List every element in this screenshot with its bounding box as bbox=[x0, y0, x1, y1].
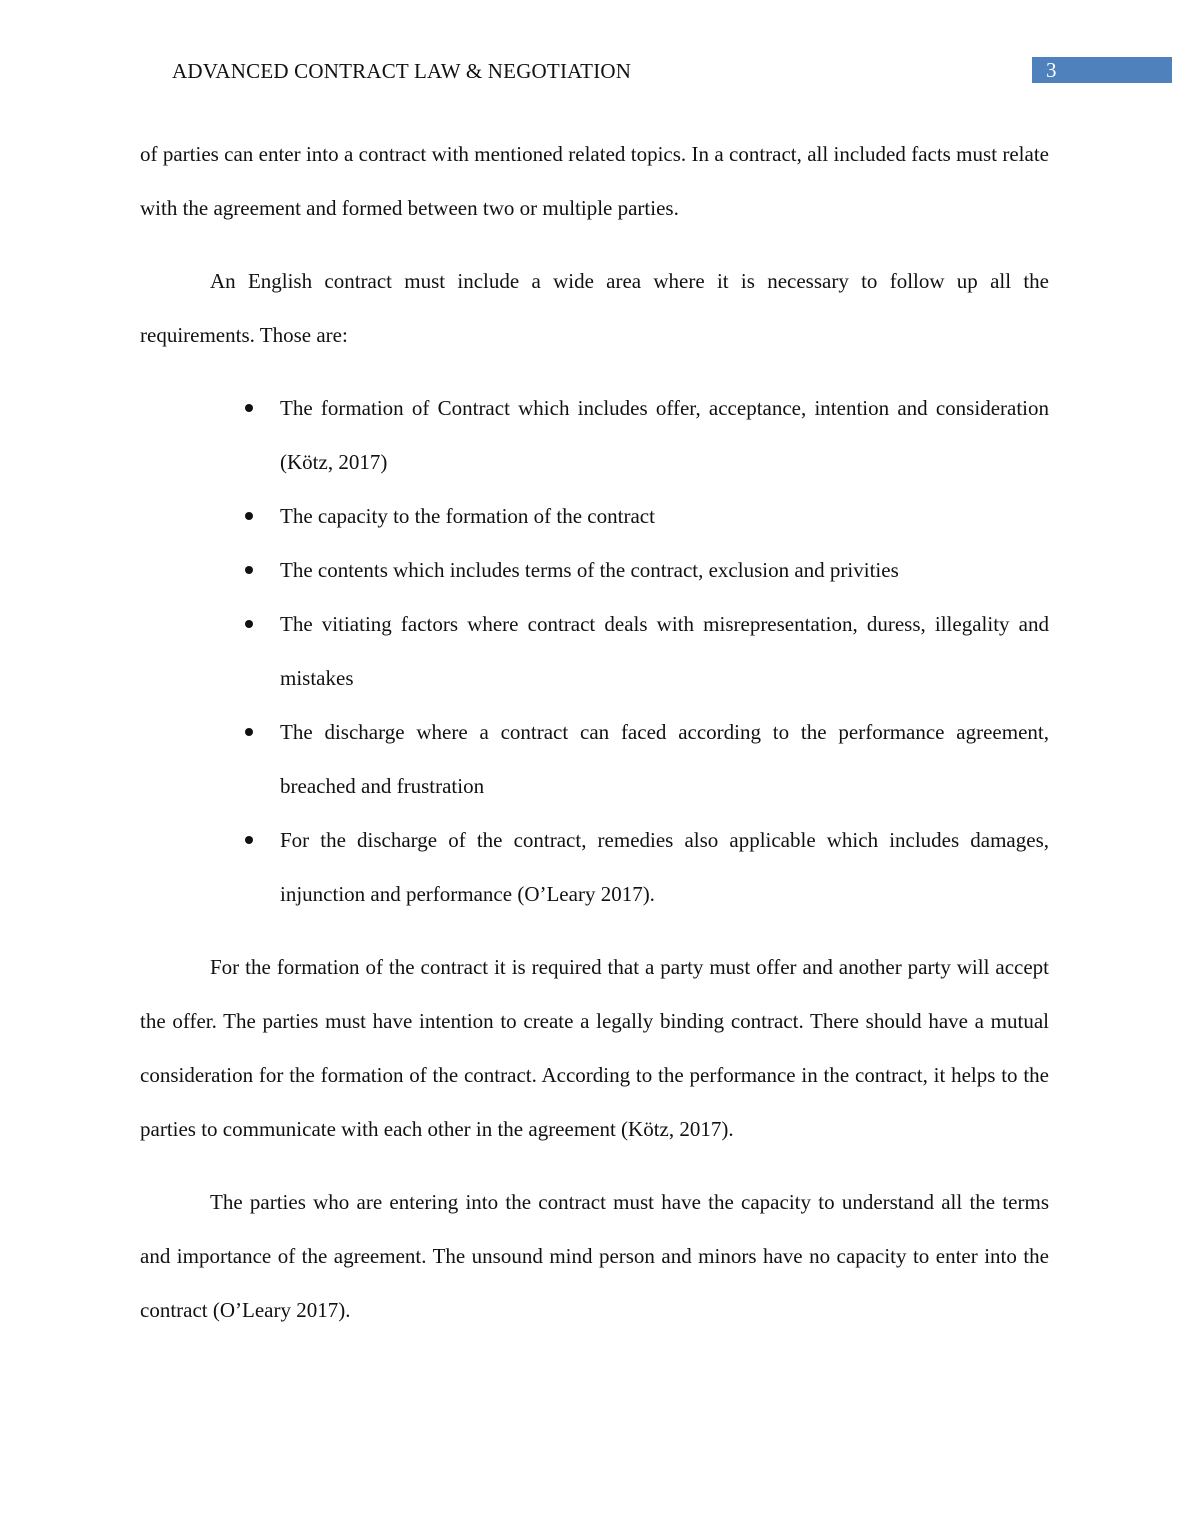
paragraph-formation: For the formation of the contract it is required that a party must offer and another party will accept the offer. The parties must have intention to create a legally binding contract. There should have a mutual consideration for the formation of the contract. According to the performance in the contract, it helps to the parties to communicate with each other in the agreement (Kötz, 2017). bbox=[140, 955, 1049, 1141]
list-item bbox=[280, 597, 1049, 705]
paragraph-capacity: The parties who are entering into the contract must have the capacity to understand all the terms and importance of the agreement. The unsound mind person and minors have no capacity to enter into the contract (O’Leary 2017). bbox=[140, 1190, 1049, 1322]
bullet-icon bbox=[245, 836, 253, 844]
list-item bbox=[280, 543, 1049, 597]
list-item-text: The vitiating factors where contract deals with misrepresentation, duress, illegality and mistakes bbox=[280, 612, 1049, 690]
list-item bbox=[280, 813, 1049, 921]
list-item-text: The discharge where a contract can faced according to the performance agreement, breached and frustration bbox=[280, 720, 1049, 798]
list-item bbox=[280, 489, 1049, 543]
list-item bbox=[280, 705, 1049, 813]
list-item bbox=[280, 381, 1049, 489]
list-item-text: The capacity to the formation of the contract bbox=[280, 504, 655, 528]
list-item-text: For the discharge of the contract, remedies also applicable which includes damages, injunction and performance (O’Leary 2017). bbox=[280, 828, 1049, 906]
bullet-icon bbox=[245, 512, 253, 520]
bullet-icon bbox=[245, 566, 253, 574]
document-body bbox=[140, 127, 1049, 1356]
bullet-icon bbox=[245, 404, 253, 412]
paragraph-continuation: of parties can enter into a contract with mentioned related topics. In a contract, all included facts must relate with the agreement and formed between two or multiple parties. bbox=[140, 142, 1049, 220]
running-header-title: ADVANCED CONTRACT LAW & NEGOTIATION bbox=[172, 59, 632, 83]
page-number: 3 bbox=[1032, 57, 1172, 83]
list-item-text: The contents which includes terms of the contract, exclusion and privities bbox=[280, 558, 899, 582]
requirements-list bbox=[140, 381, 1049, 921]
list-item-text: The formation of Contract which includes offer, acceptance, intention and consideration (Kötz, 2017) bbox=[280, 396, 1049, 474]
bullet-icon bbox=[245, 620, 253, 628]
bullet-icon bbox=[245, 728, 253, 736]
paragraph-requirements-intro: An English contract must include a wide area where it is necessary to follow up all the requirements. Those are: bbox=[140, 269, 1049, 347]
